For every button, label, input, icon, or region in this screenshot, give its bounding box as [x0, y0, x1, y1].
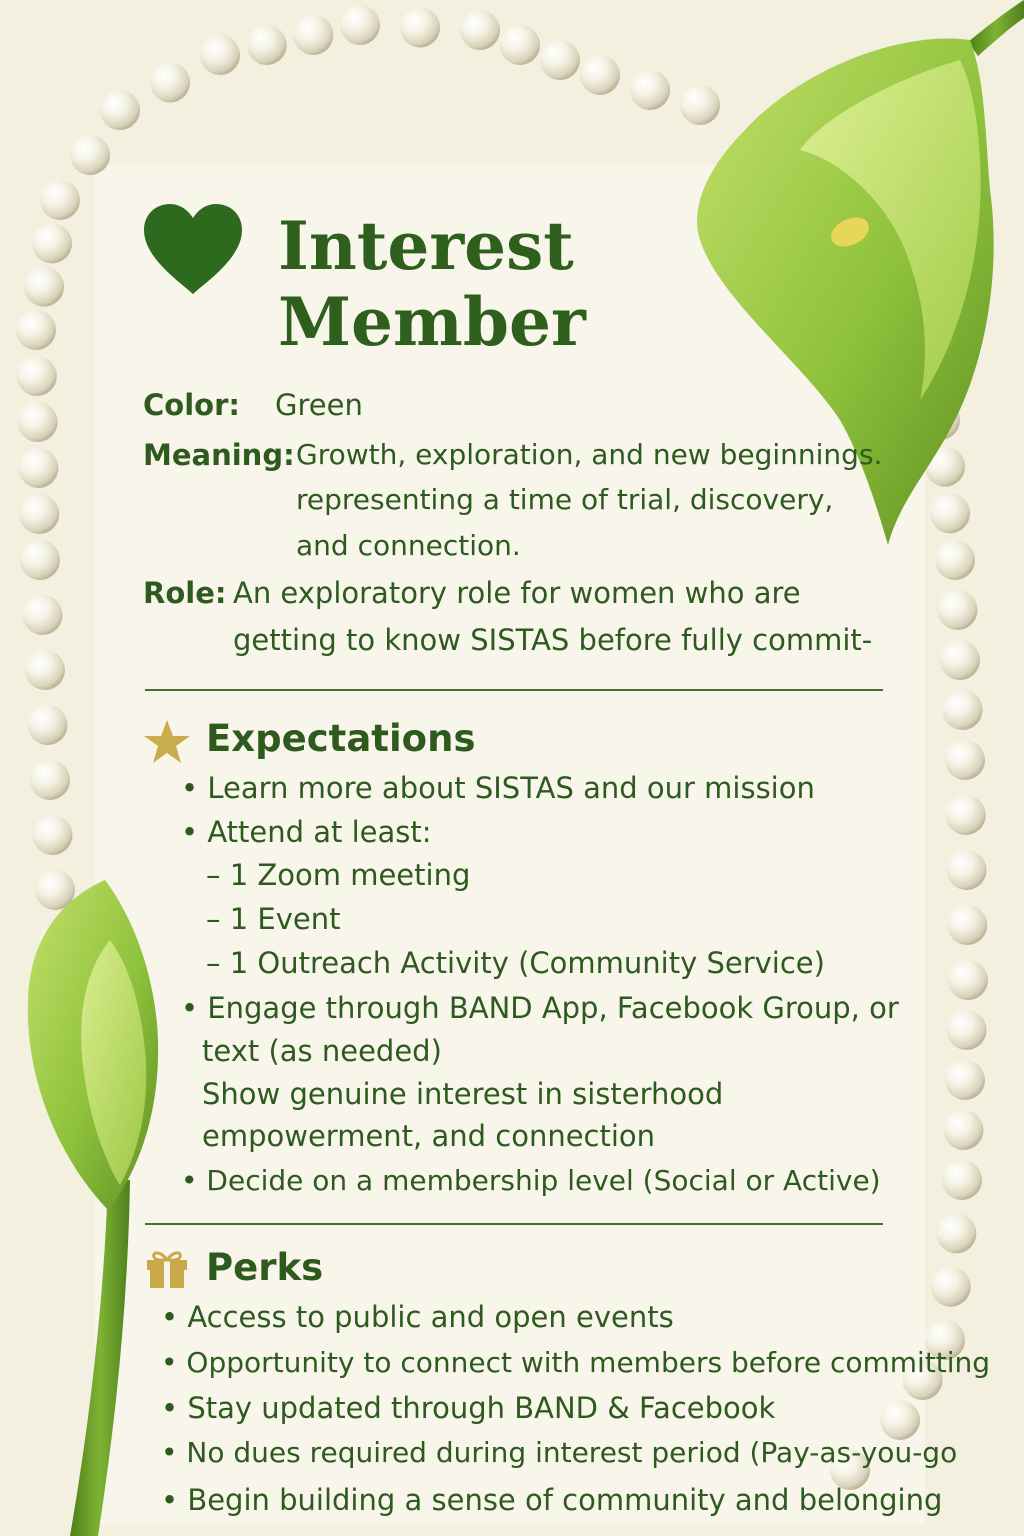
expectation-item: • Learn more about SISTAS and our mission — [181, 771, 815, 805]
perks-heading: Perks — [206, 1246, 324, 1289]
perk-item: • Opportunity to connect with members before committing — [161, 1346, 991, 1379]
divider — [145, 1223, 883, 1225]
expectation-item-continued: text (as needed) — [202, 1034, 442, 1068]
meaning-line: and connection. — [296, 529, 521, 562]
color-label: Color: — [143, 388, 240, 422]
meaning-line: representing a time of trial, discovery, — [296, 483, 834, 516]
expectation-item: Show genuine interest in sisterhood — [202, 1077, 724, 1111]
role-label: Role: — [143, 576, 227, 610]
title-line-1: Interest — [278, 207, 574, 285]
meaning-line: Growth, exploration, and new beginnings. — [296, 438, 883, 471]
color-value: Green — [275, 388, 363, 422]
expectation-subitem: – 1 Event — [206, 902, 341, 936]
heart-icon — [140, 200, 246, 296]
expectation-item-continued: empowerment, and connection — [202, 1119, 656, 1153]
expectation-item: • Decide on a membership level (Social or Active) — [181, 1164, 881, 1197]
meaning-label: Meaning: — [143, 438, 295, 472]
expectation-item: • Attend at least: — [181, 815, 432, 849]
role-line: getting to know SISTAS before fully commit- — [233, 623, 873, 657]
expectation-item: • Engage through BAND App, Facebook Group, or — [181, 991, 899, 1025]
divider — [145, 689, 883, 691]
perk-item: • Begin building a sense of community and belonging — [161, 1483, 943, 1517]
gift-icon — [144, 1246, 190, 1290]
perk-item: • Access to public and open events — [161, 1300, 674, 1334]
expectation-subitem: – 1 Zoom meeting — [206, 858, 471, 892]
expectation-subitem: – 1 Outreach Activity (Community Service) — [206, 946, 825, 980]
title-line-2: Member — [278, 283, 586, 361]
expectations-heading: Expectations — [206, 717, 476, 760]
role-line: An exploratory role for women who are — [233, 576, 801, 610]
perk-item: • No dues required during interest period (Pay-as-you-go — [161, 1436, 958, 1469]
star-icon — [142, 718, 192, 766]
perk-item: • Stay updated through BAND & Facebook — [161, 1391, 776, 1425]
